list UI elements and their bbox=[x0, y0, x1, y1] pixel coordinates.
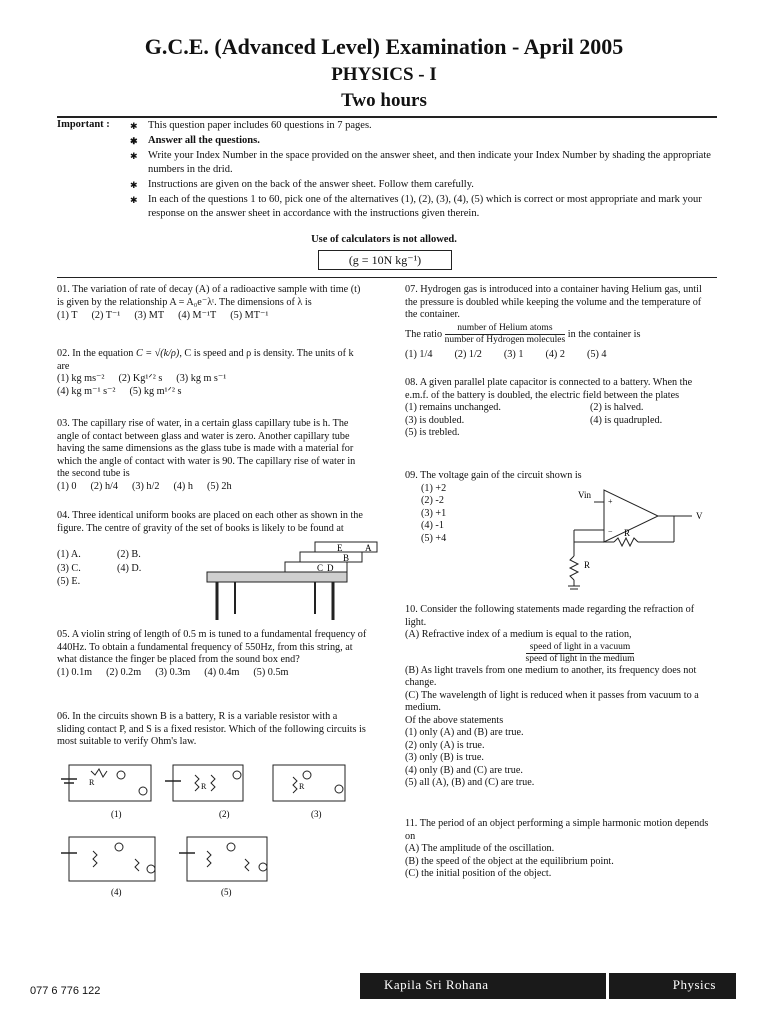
option: (5) all (A), (B) and (C) are true. bbox=[405, 777, 535, 788]
circuit-2 bbox=[165, 765, 243, 801]
statement-c: (C) the initial position of the object. bbox=[405, 868, 552, 879]
ratio-numerator: number of Helium atoms bbox=[445, 323, 566, 335]
question-text: 08. A given parallel plate capacitor is connected to a battery. When the e.m.f. of the battery is doubled, the electric field between the plates bbox=[405, 377, 693, 401]
question-02 bbox=[57, 348, 367, 398]
footer-separator bbox=[606, 973, 609, 999]
ratio-tail: in the container is bbox=[567, 328, 641, 340]
question-text: 04. Three identical uniform books are placed on each other as shown in the figure. The centre of gravity of the set of books is likely to be found at bbox=[57, 510, 363, 534]
vin-label: Vin bbox=[578, 490, 591, 500]
subject-title: PHYSICS - I bbox=[331, 64, 437, 85]
option: (2) 1/2 bbox=[454, 348, 482, 360]
point-label: A bbox=[365, 543, 372, 553]
option: (1) A. bbox=[57, 549, 81, 560]
option: (1) +2 bbox=[421, 482, 447, 494]
svg-text:R: R bbox=[89, 778, 95, 787]
question-06 bbox=[57, 711, 367, 749]
books-table-figure bbox=[205, 540, 385, 630]
point-label: D bbox=[327, 563, 334, 573]
circuits-figure bbox=[55, 755, 375, 905]
option: (3) 0.3m bbox=[155, 666, 191, 678]
option: (5) MT⁻¹ bbox=[230, 310, 269, 321]
option: (1) T bbox=[57, 310, 78, 321]
question-10 bbox=[405, 604, 715, 790]
question-07 bbox=[405, 284, 715, 361]
option: (5) +4 bbox=[421, 532, 447, 544]
option: (4) -1 bbox=[421, 520, 444, 531]
question-text: 06. In the circuits shown B is a battery, R is a variable resistor with a sliding contact P, and S is a fixed resistor. Which of the following circuits is most suitable to verify Ohm's law. bbox=[57, 711, 366, 747]
duration: Two hours bbox=[341, 90, 427, 111]
circuit-3 bbox=[273, 765, 345, 801]
option: (5) kg m¹ᐟ² s bbox=[129, 385, 182, 397]
option: (2) T⁻¹ bbox=[91, 310, 121, 321]
option: (3) h/2 bbox=[131, 480, 160, 492]
circuit-label: (4) bbox=[111, 887, 122, 897]
phone-number: 077 6 776 122 bbox=[30, 985, 101, 997]
point-label: B bbox=[343, 553, 350, 563]
ratio-denominator: number of Hydrogen molecules bbox=[444, 334, 566, 345]
option: (5) 0.5m bbox=[253, 666, 289, 678]
option: (3) C. bbox=[57, 562, 81, 574]
option: (4) D. bbox=[117, 562, 142, 574]
circuit-label: (3) bbox=[311, 809, 322, 819]
statement-c: (C) The wavelength of light is reduced when it passes from vacuum to a medium. bbox=[405, 689, 699, 713]
svg-text:R: R bbox=[201, 782, 207, 791]
ratio-lead: The ratio bbox=[405, 328, 443, 340]
question-text: 05. A violin string of length of 0.5 m is tuned to a fundamental frequency of 440Hz. To obtain a fundamental frequency of 550Hz, from this string, at what distance the finger be placed from the sound box end? bbox=[57, 629, 367, 665]
option: (1) 0 bbox=[57, 480, 77, 492]
exam-title: G.C.E. (Advanced Level) Examination - April 2005 bbox=[144, 34, 624, 59]
option: (2) only (A) is true. bbox=[405, 739, 485, 751]
option: (3) MT bbox=[134, 310, 165, 321]
option: (4) kg m⁻¹ s⁻² bbox=[57, 385, 116, 397]
footer-bar bbox=[360, 973, 736, 999]
question-text: 10. Consider the following statements made regarding the refraction of light. bbox=[405, 604, 695, 628]
gravity-constant: (g = 10N kg⁻¹) bbox=[318, 250, 452, 270]
circuit-1 bbox=[61, 765, 151, 801]
refractive-fraction bbox=[526, 642, 635, 665]
option: (5) E. bbox=[57, 576, 81, 587]
book-middle bbox=[300, 552, 362, 562]
option: (4) 2 bbox=[545, 348, 565, 360]
statement-a: (A) The amplitude of the oscillation. bbox=[405, 843, 555, 854]
instruction-list bbox=[130, 119, 720, 222]
svg-text:+: + bbox=[608, 497, 613, 506]
option: (2) B. bbox=[117, 549, 141, 560]
question-11 bbox=[405, 818, 715, 881]
option: (2) h/4 bbox=[90, 480, 118, 492]
option: (2) 0.2m bbox=[106, 666, 142, 678]
instruction-item: ✱ Instructions are given on the back of the answer sheet. Follow them carefully. bbox=[130, 178, 720, 192]
author-name: Kapila Sri Rohana bbox=[384, 977, 489, 992]
option: (1) kg ms⁻² bbox=[57, 373, 105, 384]
option: (3) +1 bbox=[421, 507, 447, 519]
circuit-4 bbox=[61, 837, 155, 881]
instruction-item: ✱ In each of the questions 1 to 60, pick one of the alternatives (1), (2), (3), (4), (5) which is correct or most appropriate and mark your response on the answer sheet in accordance with the instructions given therein. bbox=[130, 193, 720, 221]
statement-a: (A) Refractive index of a medium is equal to the ration, bbox=[405, 629, 632, 640]
option: (4) only (B) and (C) are true. bbox=[405, 764, 523, 776]
instruction-item: ✱ Answer all the questions. bbox=[130, 134, 720, 148]
question-lead: 02. In the equation bbox=[57, 348, 134, 359]
option: (5) is trebled. bbox=[405, 427, 460, 438]
question-text: 01. The variation of rate of decay (A) of a radioactive sample with time (t) is given by the relationship A = A₀e⁻λᵗ. The dimensions of λ is bbox=[57, 284, 361, 308]
point-label: C bbox=[317, 563, 324, 573]
calculator-note: Use of calculators is not allowed. bbox=[311, 234, 457, 245]
question-01 bbox=[57, 284, 367, 323]
svg-text:−: − bbox=[608, 527, 613, 536]
vout-label: V bbox=[696, 511, 703, 521]
point-label: E bbox=[337, 543, 343, 553]
option: (3) is doubled. bbox=[405, 414, 465, 426]
resistor-label: R bbox=[584, 560, 591, 570]
statement-b: (B) As light travels from one medium to another, its frequency does not change. bbox=[405, 664, 697, 688]
question-05 bbox=[57, 629, 367, 679]
top-rule bbox=[57, 116, 717, 118]
option: (3) 1 bbox=[503, 348, 524, 360]
footer-subject: Physics bbox=[672, 977, 716, 992]
section-rule bbox=[57, 277, 717, 278]
question-text: 03. The capillary rise of water, in a certain glass capillary tube is h. The angle of contact between glass and water is zero. Another capillary tube having the same dimensions as the glass tube is made with a material for which the angle of contact with water is 90. The capillary rise of water in the second tube is bbox=[57, 418, 356, 479]
circuit-label: (1) bbox=[111, 809, 122, 819]
option: (5) 4 bbox=[586, 348, 607, 360]
option: (1) remains unchanged. bbox=[405, 402, 501, 413]
option: (1) 1/4 bbox=[405, 348, 433, 360]
option: (5) 2h bbox=[206, 480, 232, 492]
ratio-fraction bbox=[445, 323, 566, 346]
option: (3) kg m s⁻¹ bbox=[176, 373, 227, 384]
fraction-numerator: speed of light in a vacuum bbox=[526, 642, 635, 654]
instruction-item: ✱ This question paper includes 60 questions in 7 pages. bbox=[130, 119, 720, 133]
opamp-circuit bbox=[560, 486, 720, 596]
option: (4) M⁻¹T bbox=[178, 310, 217, 321]
important-label: Important : bbox=[57, 119, 110, 130]
formula: C = √(k/ρ) bbox=[135, 348, 180, 359]
circuit-label: (5) bbox=[221, 887, 232, 897]
svg-text:R: R bbox=[299, 782, 305, 791]
question-text: 11. The period of an object performing a simple harmonic motion depends on bbox=[405, 818, 709, 842]
option: (2) Kg¹ᐟ² s bbox=[118, 373, 163, 384]
option: (4) h bbox=[173, 480, 193, 492]
fraction-denominator: speed of light in the medium bbox=[525, 653, 635, 664]
option: (4) 0.4m bbox=[204, 666, 240, 678]
option: (1) 0.1m bbox=[57, 666, 93, 678]
question-text: 07. Hydrogen gas is introduced into a container having Helium gas, until the pressure is doubled while keeping the volume and the temperature of the container. bbox=[405, 284, 702, 320]
question-text: , C is speed and ρ is density. The units of k are bbox=[57, 348, 354, 372]
circuit-label: (2) bbox=[219, 809, 230, 819]
option: (2) -2 bbox=[421, 495, 444, 506]
question-08 bbox=[405, 377, 715, 440]
question-03 bbox=[57, 418, 367, 493]
table-top bbox=[207, 572, 347, 582]
option: (4) is quadrupled. bbox=[590, 414, 663, 426]
resistor-label: R bbox=[624, 528, 631, 538]
question-text: 09. The voltage gain of the circuit shown is bbox=[405, 470, 582, 481]
option: (1) only (A) and (B) are true. bbox=[405, 727, 524, 738]
statement-b: (B) the speed of the object at the equilibrium point. bbox=[405, 855, 614, 867]
option: (3) only (B) is true. bbox=[405, 752, 484, 763]
book-bottom bbox=[285, 562, 347, 572]
statement-lead: Of the above statements bbox=[405, 714, 504, 726]
option: (2) is halved. bbox=[590, 402, 644, 413]
circuit-5 bbox=[179, 837, 267, 881]
instruction-item: ✱ Write your Index Number in the space provided on the answer sheet, and then indicate your Index Number by shading the appropriate numbers in the drid. bbox=[130, 149, 720, 177]
